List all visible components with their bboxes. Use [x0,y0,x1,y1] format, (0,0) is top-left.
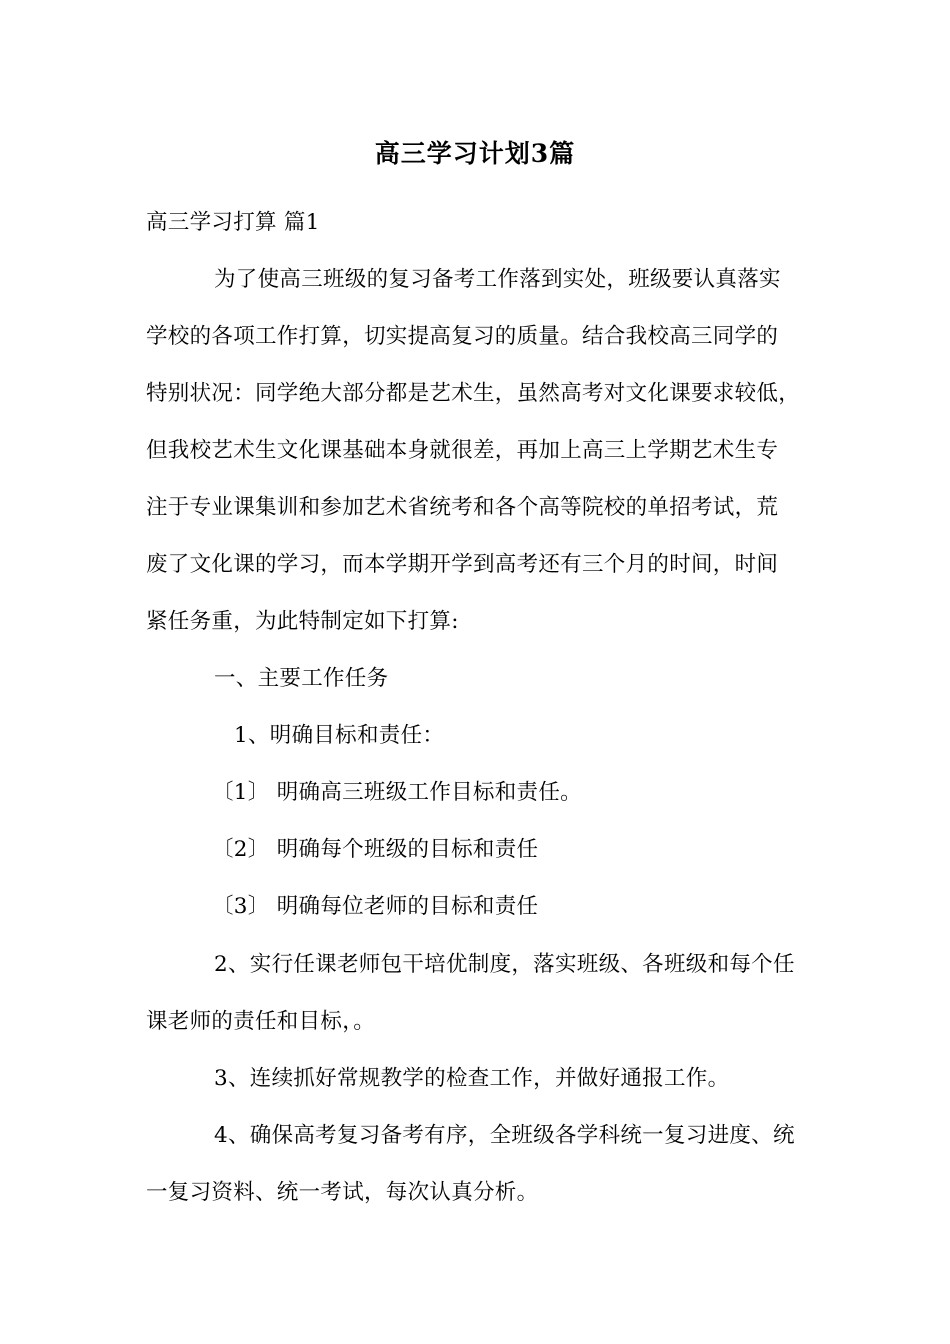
intro-line-7: 紧任务重，为此特制定如下打算: [146,609,459,634]
intro-line-1: 为了使高三班级的复习备考工作落到实处，班级要认真落实 [214,267,781,292]
item3: 3、连续抓好常规教学的检查工作，并做好通报工作。 [214,1066,730,1091]
intro-line-6: 废了文化课的学习，而本学期开学到高考还有三个月的时间，时间 [146,552,779,577]
intro-line-4: 但我校艺术生文化课基础本身就很差，再加上高三上学期艺术生专 [146,438,779,463]
main-task-heading: 一、主要工作任务 [214,666,389,691]
subitem-1: 〔1〕 明确高三班级工作目标和责任。 [212,780,582,805]
item1-heading: 1、明确目标和责任： [234,723,445,748]
document-title: 高三学习计划3篇 [374,139,576,168]
item2-line-1: 2、实行任课老师包干培优制度，落实班级、各班级和每个任 [214,952,795,977]
item2-line-2: 课老师的责任和目标，。 [146,1009,376,1034]
intro-line-2: 学校的各项工作打算，切实提高复习的质量。结合我校高三同学的 [146,324,779,349]
item4-line-1: 4、确保高考复习备考有序，全班级各学科统一复习进度、统 [214,1123,795,1148]
section-heading: 高三学习打算 篇1 [146,210,320,235]
item4-line-2: 一复习资料、统一考试，每次认真分析。 [146,1180,539,1205]
intro-line-5: 注于专业课集训和参加艺术省统考和各个高等院校的单招考试，荒 [146,495,779,520]
intro-line-3: 特别状况：同学绝大部分都是艺术生，虽然高考对文化课要求较低， [146,381,801,406]
subitem-2: 〔2〕 明确每个班级的目标和责任 [212,837,539,862]
subitem-3: 〔3〕 明确每位老师的目标和责任 [212,894,539,919]
